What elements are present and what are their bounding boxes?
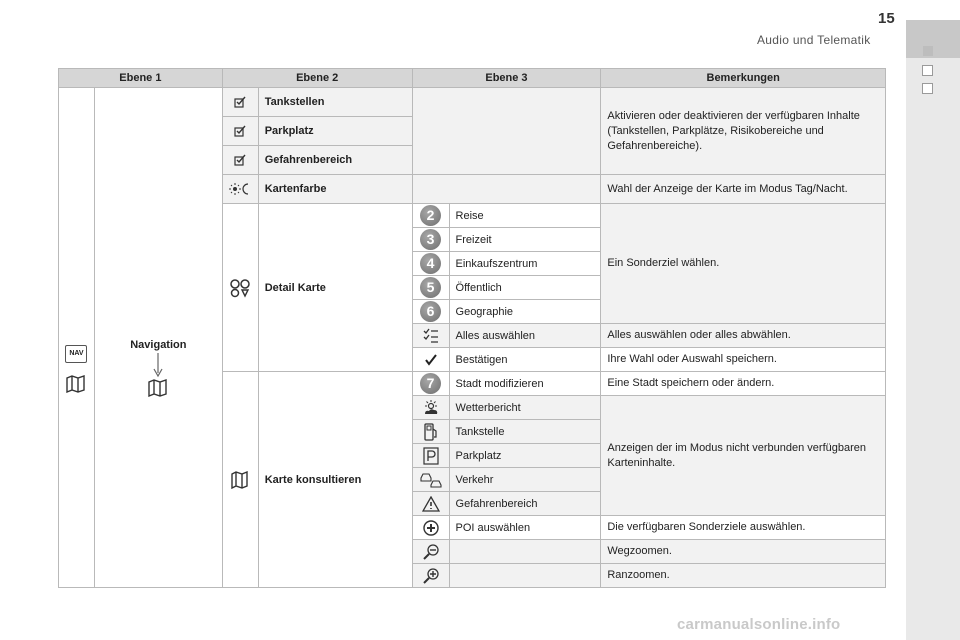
remark-cell: Die verfügbaren Sonderziele auswählen. [601, 516, 886, 540]
level3-item-label: Tankstelle [449, 420, 601, 444]
header-remarks: Bemerkungen [601, 69, 886, 88]
detail-karte-label: Detail Karte [258, 204, 412, 372]
level3-item-label: Gefahrenbereich [449, 492, 601, 516]
zoom-in-icon [412, 564, 449, 588]
chapter-tab-marker-1 [923, 46, 933, 56]
header-level2: Ebene 2 [222, 69, 412, 88]
city-label: Stadt modifizieren [449, 372, 601, 396]
level2-item-label: Gefahrenbereich [258, 146, 412, 175]
header-level3: Ebene 3 [412, 69, 601, 88]
header-level1: Ebene 1 [59, 69, 223, 88]
level2-item-label: Tankstellen [258, 88, 412, 117]
chapter-tab-strip [906, 20, 960, 640]
watermark: carmanualsonline.info [677, 616, 841, 633]
poi-select-icon [412, 516, 449, 540]
day-night-icon [222, 175, 258, 204]
number-marker: 2 [412, 204, 449, 228]
poi-icon [222, 204, 258, 372]
poi-label: POI auswählen [449, 516, 601, 540]
select-all-icon [412, 324, 449, 348]
number-marker: 5 [412, 276, 449, 300]
checkmark-icon [412, 348, 449, 372]
level3-item-label: Parkplatz [449, 444, 601, 468]
remark-cell: Ihre Wahl oder Auswahl speichern. [601, 348, 886, 372]
select-all-label: Alles auswählen [449, 324, 601, 348]
checkbox-icon [222, 146, 258, 175]
parking-icon [412, 444, 449, 468]
level3-item-label: Geographie [449, 300, 601, 324]
level3-empty-cell [412, 175, 601, 204]
level3-item-label: Reise [449, 204, 601, 228]
level3-item-label: Einkaufszentrum [449, 252, 601, 276]
level3-item-label: Wetterbericht [449, 396, 601, 420]
nav-badge: NAV [65, 345, 87, 363]
remark-cell: Aktivieren oder deaktivieren der verfügbaren Inhalte (Tankstellen, Parkplätze, Risikobereiche und Gefahrenbereiche). [601, 88, 886, 175]
map-icon [222, 372, 258, 588]
page-subtitle: Audio und Telematik [757, 33, 871, 47]
remark-cell: Wahl der Anzeige der Karte im Modus Tag/Nacht. [601, 175, 886, 204]
remark-cell: Alles auswählen oder alles abwählen. [601, 324, 886, 348]
level3-empty-cell [449, 540, 601, 564]
level1-cell [59, 88, 95, 588]
level2-title-cell [94, 88, 222, 588]
remark-cell: Ranzoomen. [601, 564, 886, 588]
table-header-row [59, 69, 886, 88]
weather-icon [412, 396, 449, 420]
fuel-pump-icon [412, 420, 449, 444]
arrow-down-icon [95, 351, 222, 379]
number-marker: 6 [412, 300, 449, 324]
kartenfarbe-label: Kartenfarbe [258, 175, 412, 204]
chapter-tab-marker-2 [922, 65, 933, 76]
map-icon [95, 379, 222, 397]
chapter-tab-active-block [906, 20, 960, 58]
remark-cell: Anzeigen der im Modus nicht verbunden verfügbaren Karteninhalte. [601, 396, 886, 516]
level3-item-label: Freizeit [449, 228, 601, 252]
menu-table [58, 68, 886, 588]
remark-cell: Wegzoomen. [601, 540, 886, 564]
number-marker: 7 [412, 372, 449, 396]
confirm-label: Bestätigen [449, 348, 601, 372]
level3-item-label: Verkehr [449, 468, 601, 492]
number-marker: 4 [412, 252, 449, 276]
level3-item-label: Öffentlich [449, 276, 601, 300]
page-number: 15 [878, 10, 895, 27]
level3-empty-cell [412, 88, 601, 175]
remark-cell: Eine Stadt speichern oder ändern. [601, 372, 886, 396]
zoom-out-icon [412, 540, 449, 564]
warning-icon [412, 492, 449, 516]
level2-item-label: Parkplatz [258, 117, 412, 146]
chapter-tab-marker-3 [922, 83, 933, 94]
traffic-icon [412, 468, 449, 492]
karte-konsultieren-label: Karte konsultieren [258, 372, 412, 588]
navigation-label: Navigation [130, 338, 187, 351]
map-icon [59, 375, 94, 393]
number-marker: 3 [412, 228, 449, 252]
table-row [59, 88, 886, 117]
checkbox-icon [222, 88, 258, 117]
checkbox-icon [222, 117, 258, 146]
remark-cell: Ein Sonderziel wählen. [601, 204, 886, 324]
level3-empty-cell [449, 564, 601, 588]
